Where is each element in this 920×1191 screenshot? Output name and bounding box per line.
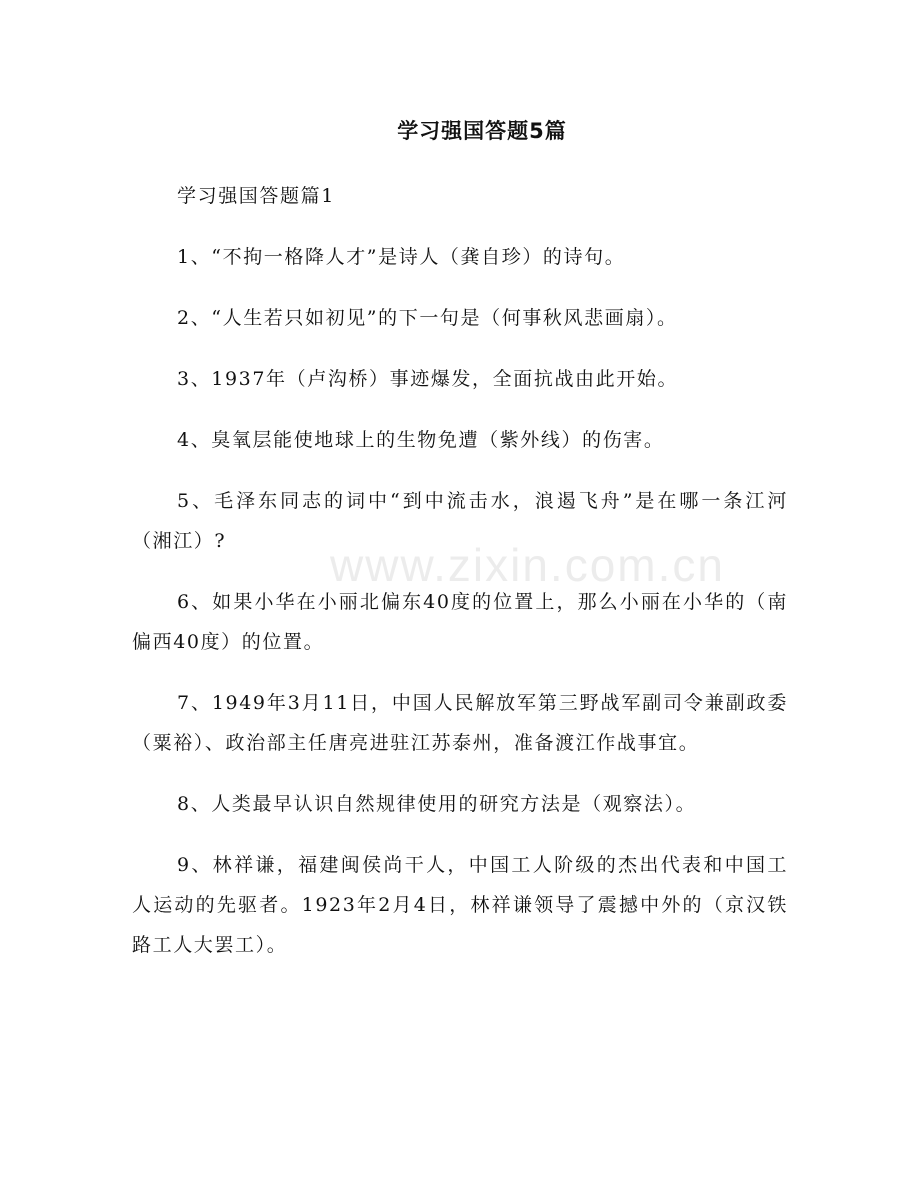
question-item-1: 1、“不拘一格降人才”是诗人（龚自珍）的诗句。 — [177, 246, 626, 268]
question-item-5: 5、毛泽东同志的词中“到中流击水，浪遏飞舟”是在哪一条江河（湘江）? — [132, 490, 788, 552]
section-heading: 学习强国答题篇1 — [177, 185, 335, 207]
question-item-7: 7、1949年3月11日，中国人民解放军第三野战军副司令兼副政委（粟裕）、政治部主任唐亮进驻江苏泰州，准备渡江作战事宜。 — [132, 692, 788, 754]
document-title: 学习强国答题5篇 — [397, 119, 567, 143]
question-item-9: 9、林祥谦，福建闽侯尚干人，中国工人阶级的杰出代表和中国工人运动的先驱者。1923年2月4日，林祥谦领导了震撼中外的（京汉铁路工人大罢工）。 — [132, 854, 788, 956]
question-item-6: 6、如果小华在小丽北偏东40度的位置上，那么小丽在小华的（南偏西40度）的位置。 — [132, 591, 788, 653]
question-item-2: 2、“人生若只如初见”的下一句是（何事秋风悲画扇）。 — [177, 307, 678, 329]
question-item-4: 4、臭氧层能使地球上的生物免遭（紫外线）的伤害。 — [177, 429, 665, 451]
question-item-8: 8、人类最早认识自然规律使用的研究方法是（观察法）。 — [177, 793, 697, 815]
document-body — [132, 176, 788, 986]
watermark: www.zixin.com.cn — [330, 539, 725, 591]
question-item-3: 3、1937年（卢沟桥）事迹爆发，全面抗战由此开始。 — [177, 368, 679, 390]
